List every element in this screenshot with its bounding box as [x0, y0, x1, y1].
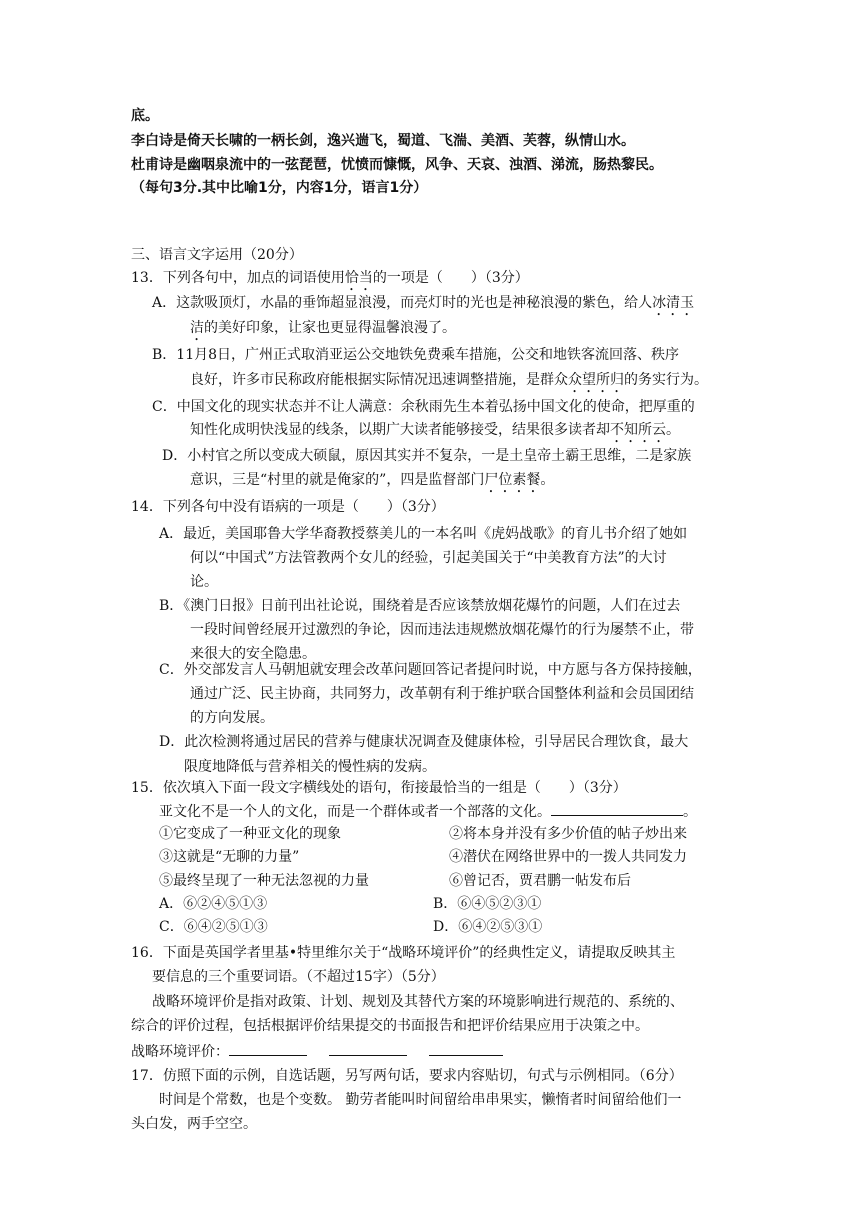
- q14-option-a-cont: 何以“中国式”方法管教两个女儿的经验，引起美国关于“中美教育方法”的大讨: [190, 550, 667, 566]
- q16-stem: 16．下面是英国学者里基•特里维尔关于“战略环境评价”的经典性定义，请提取反映其主: [131, 945, 676, 961]
- answer-line-2: 李白诗是倚天长啸的一柄长剑，逸兴遄飞，蜀道、飞湍、美酒、芙蓉，纵情山水。: [131, 133, 635, 149]
- emphasis-word: 恰当: [344, 270, 373, 286]
- q13-option-d-cont: 意识，三是“村里的就是俺家的”，四是监督部门尸位素餐。: [190, 472, 555, 488]
- fill-blank: [551, 801, 683, 816]
- q14-option-c-cont: 通过广泛、民主协商，共同努力，改革朝有利于维护联合国整体利益和会员国团结: [190, 686, 694, 702]
- q15-option-a: A．⑥②④⑤①③: [159, 896, 268, 912]
- emphasis-word: 不知所云: [610, 422, 666, 438]
- q13-option-b: B．11月8日，广州正式取消亚运公交地铁免费乘车措施，公交和地铁客流回落、秩序: [152, 347, 680, 363]
- q13-stem: 13．下列各句中，加点的词语使用恰当的一项是（ ）（3分）: [131, 270, 529, 286]
- q15-option-d: D．⑥④②⑤③①: [433, 919, 543, 935]
- q14-option-a: A．最近，美国耶鲁大学华裔教授蔡美儿的一本名叫《虎妈战歌》的育儿书介绍了她如: [159, 526, 688, 542]
- q14-option-c-line: C．外交部发言人马朝旭就安理会改革问题回答记者提问时说，中方愿与各方保持接触，: [159, 662, 702, 678]
- answer-line-3: 杜甫诗是幽咽泉流中的一弦琵琶，忧愤而慷慨，风争、天哀、浊酒、涕流，肠热黎民。: [131, 157, 663, 173]
- q14-stem: 14．下列各句中没有语病的一项是（ ）（3分）: [131, 499, 445, 515]
- q14-option-c-cont2: 的方向发展。: [190, 710, 274, 726]
- q15-stem: 15．依次填入下面一段文字横线处的语句，衔接最恰当的一组是（ ）（3分）: [131, 780, 627, 796]
- q16-passage: 战略环境评价是指对政策、计划、规划及其替代方案的环境影响进行规范的、系统的、: [152, 994, 684, 1010]
- q13-option-d: D．小村官之所以变成大硕鼠，原因其实并不复杂，一是土皇帝土霸王思维，二是家族: [162, 448, 692, 464]
- q13-option-a-cont: 洁的美好印象，让家也更显得温馨浪漫了。: [190, 320, 456, 336]
- q17-example: 时间是个常数，也是个变数。 勤劳者能叫时间留给串串果实，懒惰者时间留给他们一: [159, 1092, 682, 1108]
- q13-option-c-cont: 知性化成明快浅显的线条，以期广大读者能够接受，结果很多读者却不知所云。: [190, 422, 680, 438]
- q15-sentence-3: ③这就是“无聊的力量”: [159, 849, 300, 865]
- q14-option-d: D．此次检测将通过居民的营养与健康状况调查及健康体检，引导居民合理饮食，最大: [159, 734, 689, 750]
- answer-blank-1[interactable]: [229, 1041, 307, 1056]
- answer-blank-3[interactable]: [429, 1041, 503, 1056]
- q15-passage: 亚文化不是一个人的文化，而是一个群体或者一个部落的文化。 。: [159, 801, 697, 822]
- q14-option-a-cont2: 论。: [190, 574, 218, 590]
- q17-stem: 17．仿照下面的示例，自选话题，另写两句话，要求内容贴切，句式与示例相同。（6分）: [131, 1068, 683, 1084]
- q15-option-c: C．⑥④②⑤①③: [159, 919, 268, 935]
- q13-option-a: A．这款吸顶灯，水晶的垂饰超显浪漫，而亮灯时的光也是神秘浪漫的紫色，给人冰清玉: [152, 295, 695, 311]
- answer-scoring-note: （每句3分.其中比喻1分，内容1分，语言1分）: [131, 180, 428, 196]
- q13-option-c: C．中国文化的现实状态并不让人满意：余秋雨先生本着弘扬中国文化的使命，把厚重的: [152, 399, 695, 415]
- q14-option-d-cont: 限度地降低与营养相关的慢性病的发病。: [184, 759, 436, 775]
- q15-sentence-4: ④潜伏在网络世界中的一拨人共同发力: [449, 849, 687, 865]
- emphasis-word: 冰清玉: [652, 295, 695, 311]
- q15-sentence-6: ⑥曾记否，贾君鹏一帖发布后: [449, 873, 631, 889]
- section-heading: 三、语言文字运用（20分）: [131, 247, 303, 263]
- q16-stem-cont: 要信息的三个重要词语。（不超过15字）（5分）: [152, 969, 445, 985]
- emphasis-word: 洁: [190, 320, 204, 336]
- emphasis-word: 尸位素餐: [484, 472, 541, 488]
- q17-example-cont: 头白发，两手空空。: [131, 1116, 257, 1132]
- q14-option-b-cont2: 来很大的安全隐患。: [190, 646, 316, 662]
- answer-line-1: 底。: [131, 108, 159, 124]
- q14-option-b: B．《澳门日报》日前刊出社论说，围绕着是否应该禁放烟花爆竹的问题，人们在过去: [159, 598, 681, 614]
- q15-sentence-2: ②将本身并没有多少价值的帖子炒出来: [449, 826, 687, 842]
- answer-blank-2[interactable]: [329, 1041, 407, 1056]
- q16-answer-row: 战略环境评价：: [131, 1041, 503, 1062]
- q14-option-b-cont: 一段时间曾经展开过激烈的争论，因而违法违规燃放烟花爆竹的行为屡禁不止，带: [190, 622, 694, 638]
- q15-option-b: B．⑥④⑤②③①: [433, 896, 542, 912]
- q16-passage-cont: 综合的评价过程，包括根据评价结果提交的书面报告和把评价结果应用于决策之中。: [131, 1018, 649, 1034]
- q15-sentence-1: ①它变成了一种亚文化的现象: [159, 826, 341, 842]
- q13-option-b-cont: 良好，许多市民称政府能根据实际情况迅速调整措施，是群众众望所归的务实行为。: [190, 372, 708, 388]
- emphasis-word: 众望所归: [568, 372, 624, 388]
- q15-sentence-5: ⑤最终呈现了一种无法忽视的力量: [159, 873, 369, 889]
